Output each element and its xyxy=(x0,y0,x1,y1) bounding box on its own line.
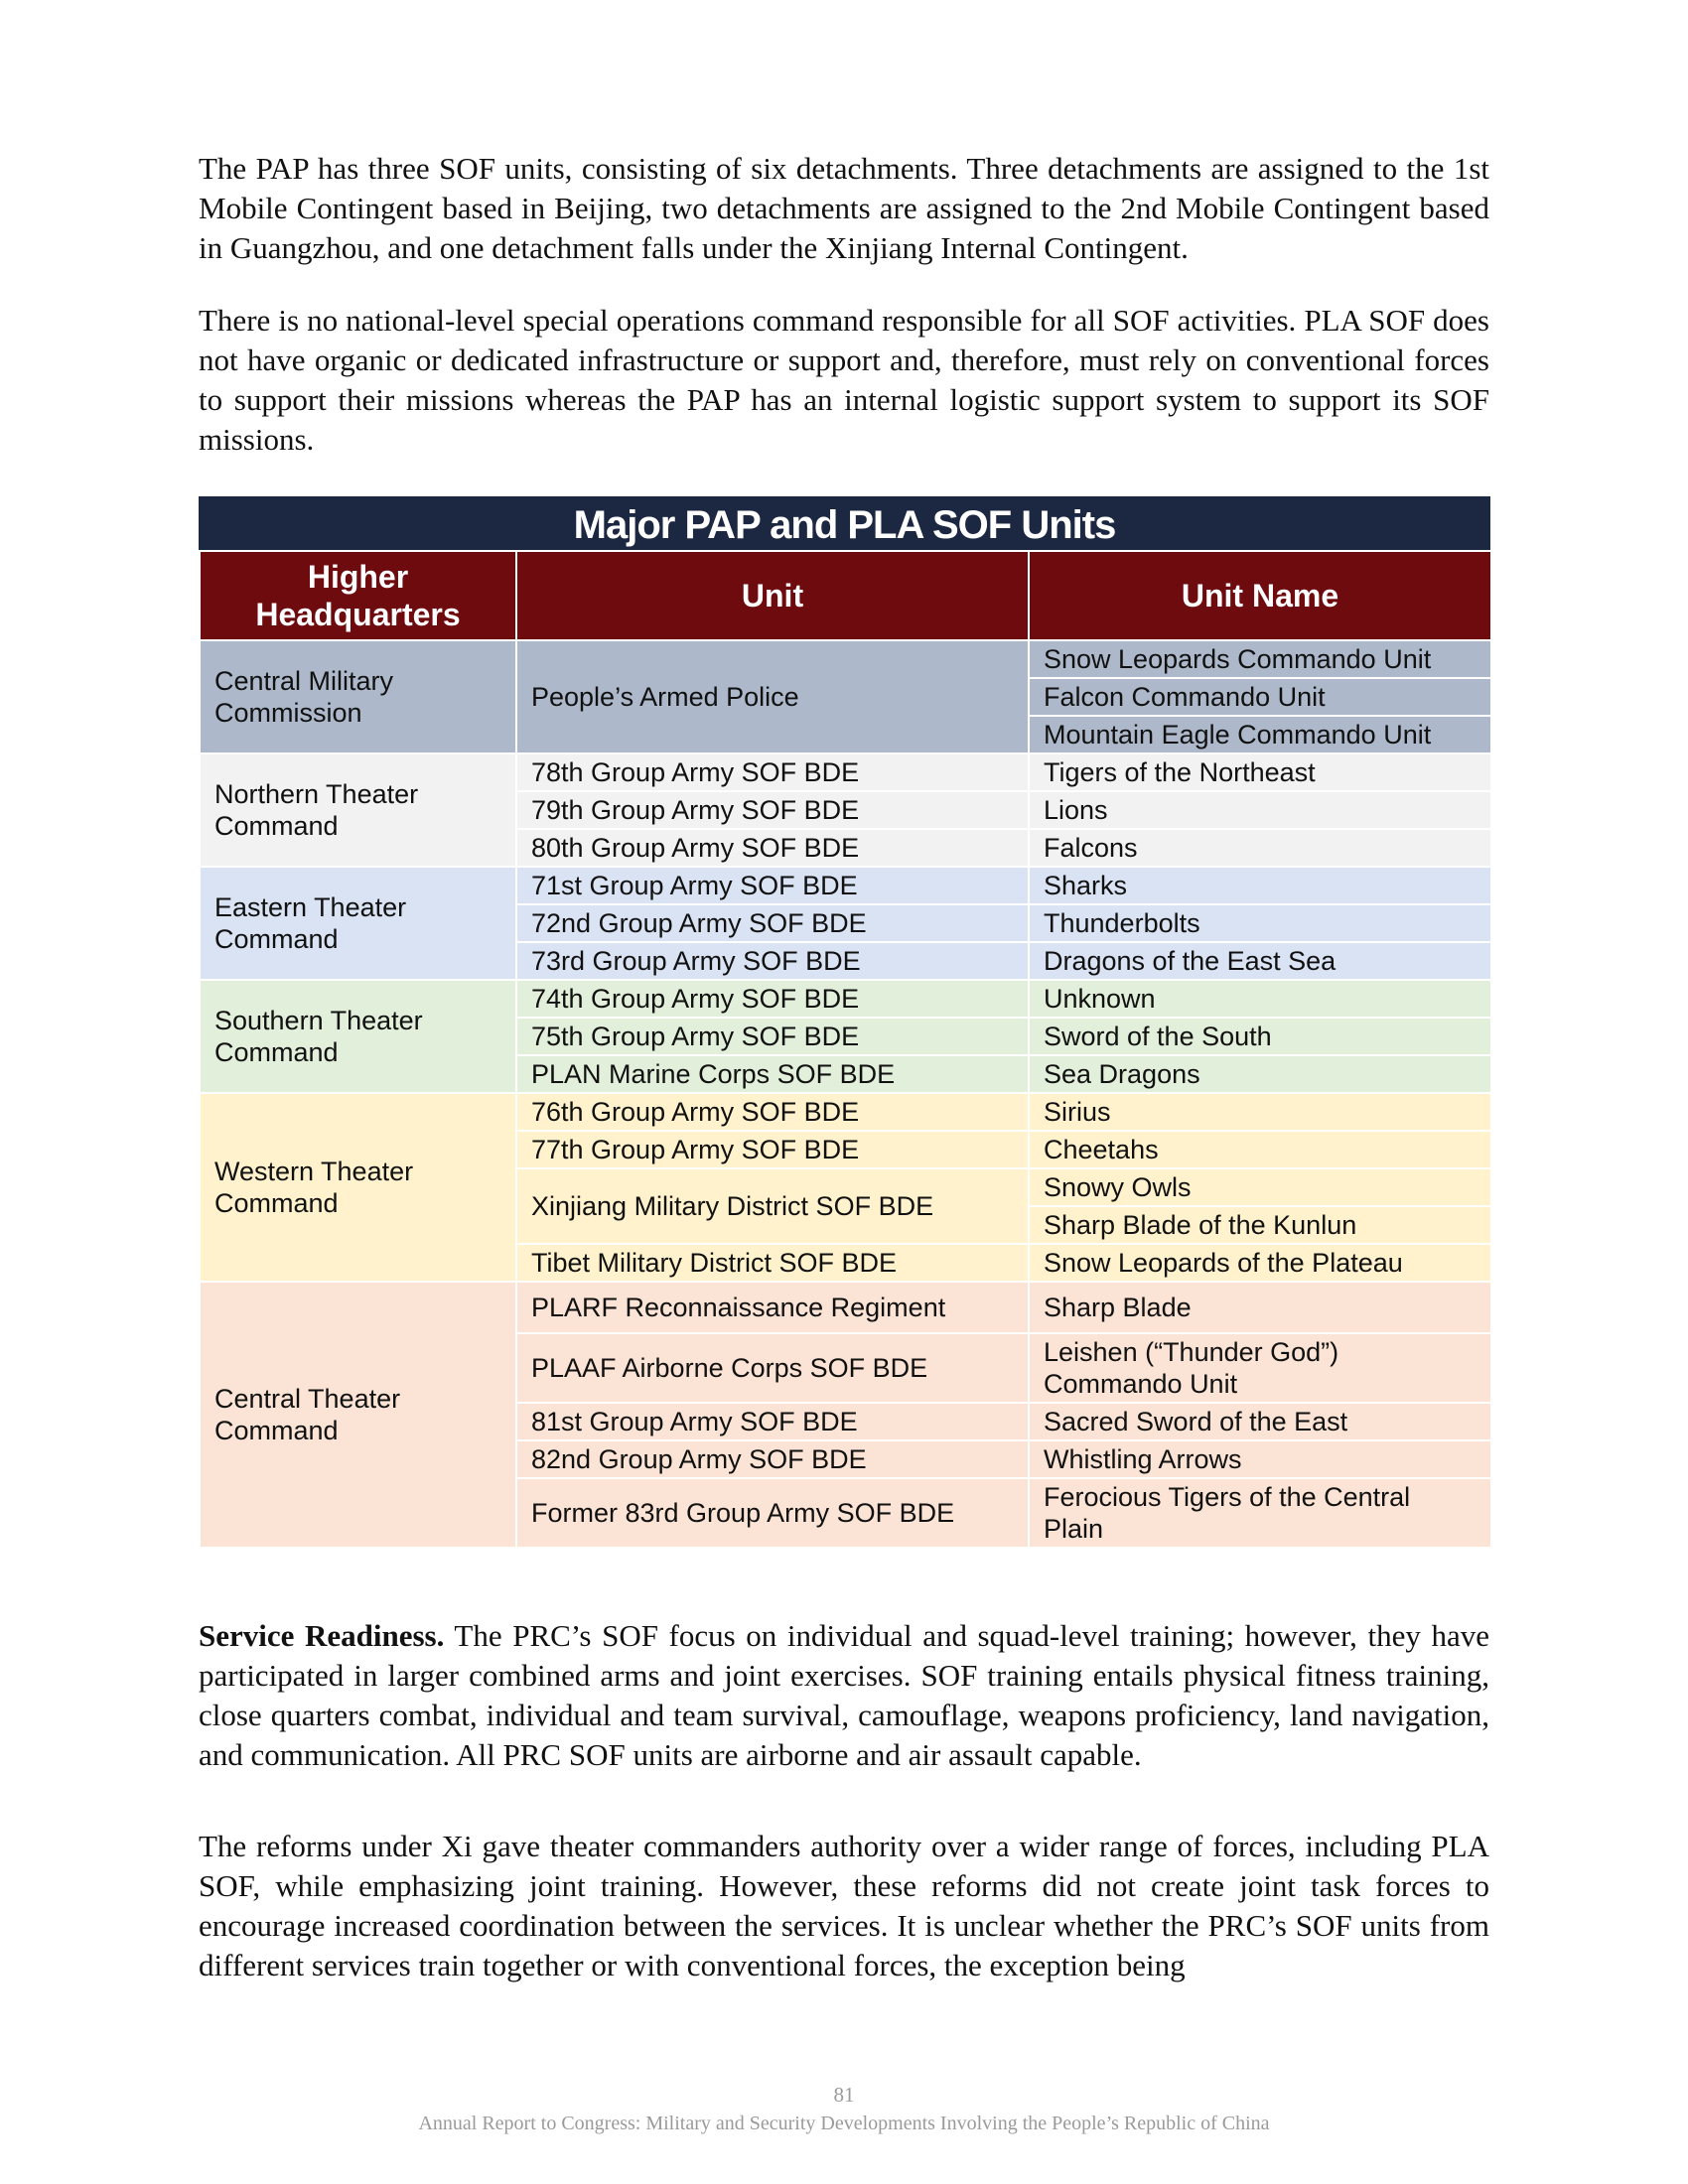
unit-name-cell: Lions xyxy=(1029,791,1491,829)
unit-name-cell: Mountain Eagle Commando Unit xyxy=(1029,716,1491,753)
unit-cell: 80th Group Army SOF BDE xyxy=(516,829,1029,867)
unit-name-cell: Sharp Blade xyxy=(1029,1282,1491,1333)
page-number: 81 xyxy=(833,2083,855,2107)
unit-cell: PLAN Marine Corps SOF BDE xyxy=(516,1055,1029,1093)
table-title: Major PAP and PLA SOF Units xyxy=(199,496,1490,552)
unit-name-cell: Sacred Sword of the East xyxy=(1029,1403,1491,1440)
paragraph-reforms: The reforms under Xi gave theater commanders authority over a wider range of forces, including PLA SOF, while emphasizing joint training. However, these reforms did not create joint task forces to encourage increased coordination between the services. It is unclear whether the PRC’s SOF units from different services train together or with conventional forces, the exception being xyxy=(199,1829,1489,1982)
unit-name-cell: Dragons of the East Sea xyxy=(1029,942,1491,980)
unit-cell: 77th Group Army SOF BDE xyxy=(516,1131,1029,1168)
unit-name-cell: Ferocious Tigers of the Central Plain xyxy=(1029,1478,1491,1548)
hq-cell: Central Military Commission xyxy=(200,640,516,753)
hq-cell: Central Theater Command xyxy=(200,1282,516,1548)
unit-cell: 74th Group Army SOF BDE xyxy=(516,980,1029,1018)
header-unit-name: Unit Name xyxy=(1029,552,1491,640)
unit-cell: 75th Group Army SOF BDE xyxy=(516,1018,1029,1055)
unit-cell: 76th Group Army SOF BDE xyxy=(516,1093,1029,1131)
unit-name-cell: Sharks xyxy=(1029,867,1491,904)
unit-name-cell: Falcons xyxy=(1029,829,1491,867)
hq-cell: Western Theater Command xyxy=(200,1093,516,1282)
hq-cell: Northern Theater Command xyxy=(200,753,516,867)
unit-name-cell: Unknown xyxy=(1029,980,1491,1018)
unit-name-cell: Snowy Owls xyxy=(1029,1168,1491,1206)
paragraph-text: The PRC’s SOF focus on individual and squad-level training; however, they have participated in larger combined arms and joint exercises. SOF training entails physical fitness training, close quarters combat, individual and team survival, camouflage, weapons proficiency, land navigation, and communication. All PRC SOF units are airborne and air assault capable. xyxy=(199,1618,1489,1772)
paragraph-pap-sof: The PAP has three SOF units, consisting of six detachments. Three detachments are assigned to the 1st Mobile Contingent based in Beijing, two detachments are assigned to the 2nd Mobile Contingent based in Guangzhou, and one detachment falls under the Xinjiang Internal Contingent. xyxy=(199,151,1489,265)
paragraph-service-readiness xyxy=(199,1616,1489,1775)
table-row xyxy=(200,753,1491,791)
table-row xyxy=(200,1282,1491,1333)
unit-name-cell: Leishen (“Thunder God”) Commando Unit xyxy=(1029,1333,1491,1403)
table-row xyxy=(200,867,1491,904)
unit-cell: Tibet Military District SOF BDE xyxy=(516,1244,1029,1282)
unit-name-cell: Sea Dragons xyxy=(1029,1055,1491,1093)
unit-cell: 79th Group Army SOF BDE xyxy=(516,791,1029,829)
unit-name-cell: Thunderbolts xyxy=(1029,904,1491,942)
section-lead: Service Readiness. xyxy=(199,1618,445,1653)
unit-name-cell: Sharp Blade of the Kunlun xyxy=(1029,1206,1491,1244)
unit-name-cell: Tigers of the Northeast xyxy=(1029,753,1491,791)
table-row xyxy=(200,1093,1491,1131)
unit-cell: People’s Armed Police xyxy=(516,640,1029,753)
unit-name-cell: Sword of the South xyxy=(1029,1018,1491,1055)
unit-name-cell: Snow Leopards of the Plateau xyxy=(1029,1244,1491,1282)
unit-cell: Former 83rd Group Army SOF BDE xyxy=(516,1478,1029,1548)
unit-cell: PLAAF Airborne Corps SOF BDE xyxy=(516,1333,1029,1403)
unit-cell: 78th Group Army SOF BDE xyxy=(516,753,1029,791)
unit-name-cell: Sirius xyxy=(1029,1093,1491,1131)
unit-cell: 81st Group Army SOF BDE xyxy=(516,1403,1029,1440)
table-header-row xyxy=(200,552,1491,640)
unit-cell: PLARF Reconnaissance Regiment xyxy=(516,1282,1029,1333)
paragraph-command-structure: There is no national-level special operations command responsible for all SOF activities. PLA SOF does not have organic or dedicated infrastructure or support and, therefore, must rely on conventional forces to support their missions whereas the PAP has an internal logistic support system to support its SOF missions. xyxy=(199,303,1489,457)
footer-caption: Annual Report to Congress: Military and Security Developments Involving the People’s Republic of China xyxy=(418,2113,1270,2134)
sof-units-table xyxy=(199,496,1490,1549)
table-body xyxy=(200,640,1491,1548)
unit-name-cell: Falcon Commando Unit xyxy=(1029,678,1491,716)
unit-name-cell: Whistling Arrows xyxy=(1029,1440,1491,1478)
unit-cell: 72nd Group Army SOF BDE xyxy=(516,904,1029,942)
header-higher-hq: Higher Headquarters xyxy=(200,552,516,640)
unit-name-cell: Snow Leopards Commando Unit xyxy=(1029,640,1491,678)
table-row xyxy=(200,640,1491,678)
hq-cell: Southern Theater Command xyxy=(200,980,516,1093)
unit-cell: 73rd Group Army SOF BDE xyxy=(516,942,1029,980)
unit-cell: 71st Group Army SOF BDE xyxy=(516,867,1029,904)
table-row xyxy=(200,980,1491,1018)
hq-cell: Eastern Theater Command xyxy=(200,867,516,980)
unit-cell: 82nd Group Army SOF BDE xyxy=(516,1440,1029,1478)
header-unit: Unit xyxy=(516,552,1029,640)
unit-cell: Xinjiang Military District SOF BDE xyxy=(516,1168,1029,1244)
unit-name-cell: Cheetahs xyxy=(1029,1131,1491,1168)
